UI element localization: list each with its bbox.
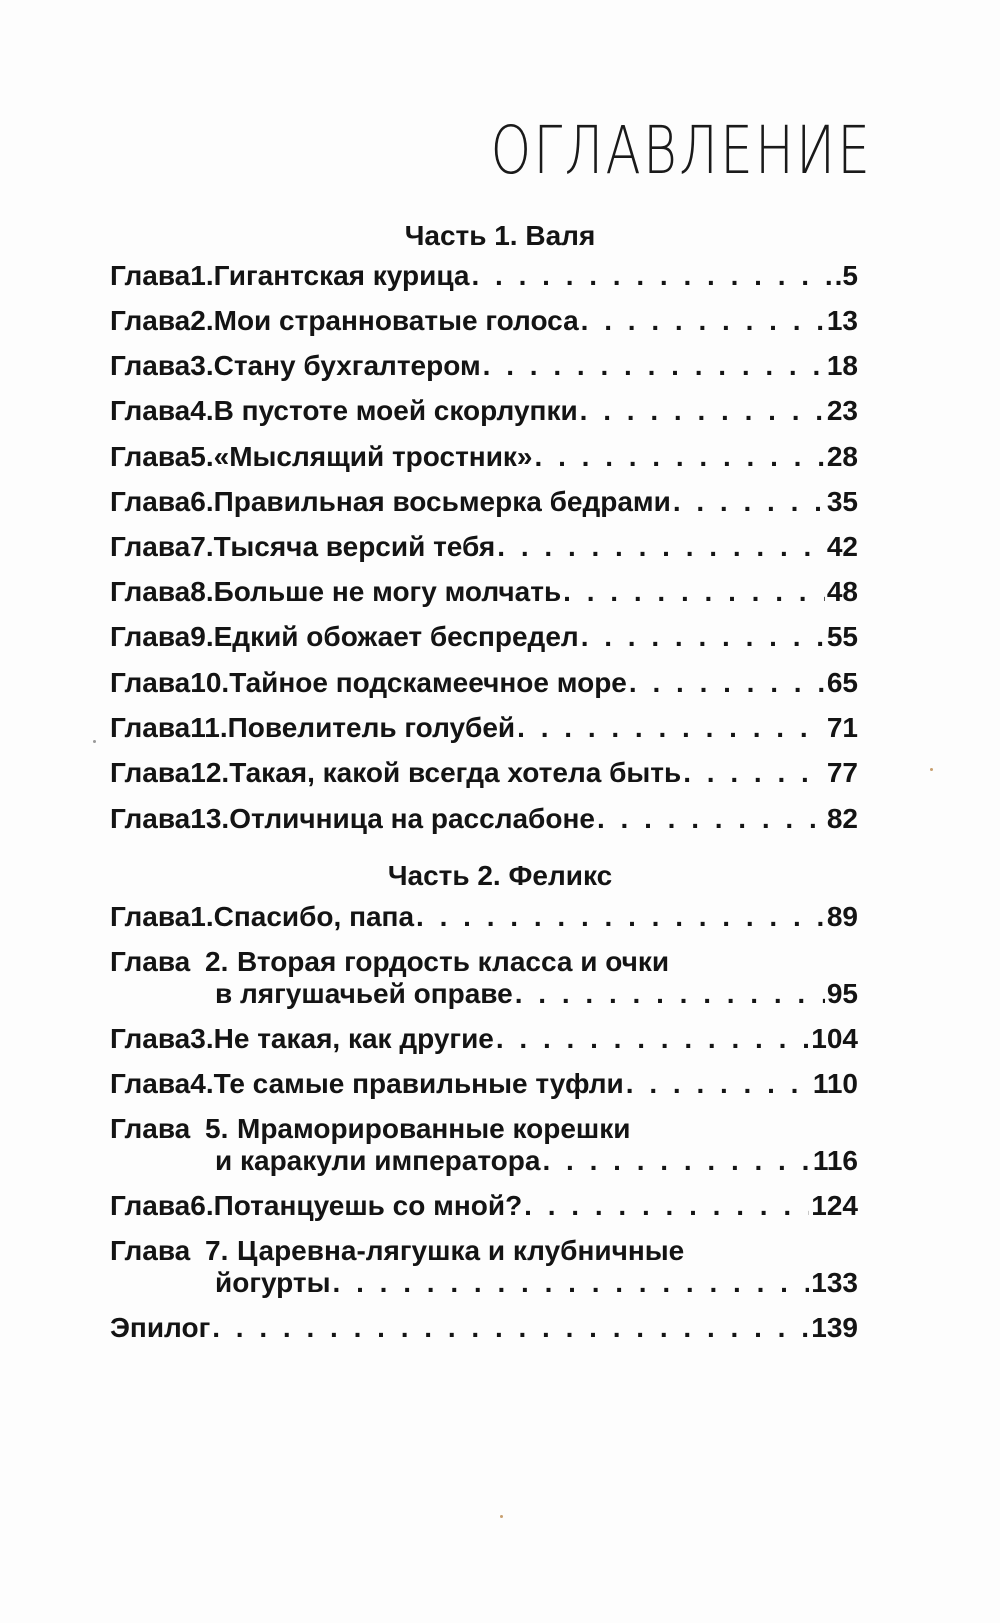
chapter-number: 5.	[190, 441, 214, 472]
part-heading: Часть 2. Феликс	[387, 860, 613, 891]
page-number: 48	[826, 576, 858, 607]
toc-entry	[110, 1235, 858, 1299]
dot-leader	[524, 1190, 809, 1222]
chapter-title: Больше не могу молчать	[213, 576, 562, 607]
chapter-number: 2.	[190, 305, 214, 336]
dot-leader	[535, 441, 825, 473]
chapter-label: Глава	[110, 667, 191, 698]
dot-leader	[471, 260, 832, 292]
chapter-label: Глава	[110, 712, 191, 743]
dot-leader	[416, 901, 825, 933]
dot-leader	[683, 757, 825, 789]
chapter-label: Глава	[110, 901, 191, 932]
chapter-number: 13.	[190, 803, 230, 834]
page-number: 71	[826, 712, 858, 743]
toc-entry	[110, 621, 858, 653]
toc-entry-line	[110, 1113, 858, 1145]
toc-entry	[110, 946, 858, 1010]
chapter-label: Глава	[110, 260, 191, 291]
chapter-title: Повелитель голубей	[227, 712, 516, 743]
chapter-number: 6.	[190, 486, 214, 517]
toc-entry-line	[110, 576, 858, 608]
page-number: 116	[812, 1145, 858, 1176]
toc-entry	[110, 260, 858, 292]
toc-entry	[110, 1190, 858, 1222]
page-number: 133	[811, 1267, 858, 1298]
page-number: 82	[826, 803, 858, 834]
dot-leader	[483, 350, 825, 382]
page-number: 28	[826, 441, 858, 472]
chapter-label: Глава	[110, 621, 191, 652]
toc-entry-line	[110, 350, 858, 382]
page-number: 55	[826, 621, 858, 652]
toc-entry	[110, 350, 858, 382]
part-heading: Часть 1. Валя	[404, 220, 596, 251]
chapter-label: Глава	[110, 1068, 191, 1099]
chapter-title: «Мыслящий тростник»	[213, 441, 533, 472]
dot-leader	[542, 1145, 810, 1177]
chapter-title: Мои странноватые голоса	[213, 305, 579, 336]
chapter-label: Глава	[110, 1235, 191, 1266]
toc-entry	[110, 667, 858, 699]
chapter-number: 3.	[190, 1023, 214, 1054]
page-number: .5	[834, 260, 858, 291]
toc-entry-line	[110, 486, 858, 518]
toc-entry	[110, 712, 858, 744]
toc-entry-line	[110, 305, 858, 337]
chapter-title: Потанцуешь со мной?	[213, 1190, 523, 1221]
toc-entry	[110, 901, 858, 933]
page-number: 95	[826, 978, 858, 1009]
toc-entry-line	[110, 1267, 858, 1299]
chapter-title: Тайное подскамеечное море	[229, 667, 627, 698]
chapter-number: 4.	[190, 1068, 214, 1099]
chapter-title: Отличница на расслабоне	[229, 803, 595, 834]
toc-entry	[110, 1312, 858, 1344]
dot-leader	[580, 395, 825, 427]
toc-entry	[110, 757, 858, 789]
page-number: 65	[826, 667, 858, 698]
dot-leader	[581, 305, 825, 337]
toc-entry	[110, 576, 858, 608]
chapter-title: Эпилог	[110, 1312, 211, 1343]
page-number: 35	[826, 486, 858, 517]
chapter-number: 1.	[190, 260, 214, 291]
chapter-title: Не такая, как другие	[213, 1023, 494, 1054]
chapter-number: 3.	[190, 350, 214, 381]
toc-entry	[110, 1113, 858, 1177]
chapter-title: Едкий обожает беспредел	[213, 621, 579, 652]
page-number: 104	[811, 1023, 858, 1054]
chapter-number: 9.	[190, 621, 214, 652]
print-speck	[930, 768, 933, 771]
toc-entry-line	[110, 667, 858, 699]
dot-leader	[497, 531, 825, 563]
chapter-number: 10.	[190, 667, 230, 698]
chapter-title: Стану бухгалтером	[213, 350, 481, 381]
toc-entry-line	[110, 621, 858, 653]
chapter-title: Вторая гордость класса и очки	[237, 946, 670, 977]
page-number: 124	[811, 1190, 858, 1221]
chapter-title: йогурты	[215, 1267, 331, 1298]
chapter-title: Спасибо, папа	[213, 901, 415, 932]
page-number: 18	[826, 350, 858, 381]
page-number: 110	[812, 1068, 858, 1099]
toc-entry-line	[110, 1190, 858, 1222]
toc-entry-line	[110, 978, 858, 1010]
chapter-title: Мраморированные корешки	[237, 1113, 631, 1144]
page-number: 42	[826, 531, 858, 562]
chapter-label: Глава	[110, 576, 191, 607]
chapter-number: 8.	[190, 576, 214, 607]
print-speck	[93, 740, 96, 743]
chapter-title: Такая, какой всегда хотела быть	[229, 757, 682, 788]
chapter-label: Глава	[110, 350, 191, 381]
chapter-label: Глава	[110, 757, 191, 788]
chapter-label: Глава	[110, 395, 191, 426]
toc-entry-line	[110, 803, 858, 835]
toc-entry-line	[110, 901, 858, 933]
chapter-title: Царевна-лягушка и клубничные	[237, 1235, 685, 1266]
chapter-number: 7.	[190, 531, 214, 562]
chapter-number: 5.	[205, 1113, 229, 1144]
dot-leader	[673, 486, 825, 518]
dot-leader	[626, 1068, 811, 1100]
dot-leader	[496, 1023, 809, 1055]
page-title: ОГЛАВЛЕНИЕ	[490, 112, 872, 189]
chapter-title: Правильная восьмерка бедрами	[213, 486, 671, 517]
toc-entry-line	[110, 1312, 858, 1344]
dot-leader	[581, 621, 825, 653]
chapter-number: 2.	[205, 946, 229, 977]
chapter-number: 4.	[190, 395, 214, 426]
dot-leader	[212, 1312, 809, 1344]
dot-leader	[629, 667, 825, 699]
toc-entry	[110, 1023, 858, 1055]
dot-leader	[597, 803, 825, 835]
chapter-title: Гигантская курица	[213, 260, 470, 291]
page-number: 13	[826, 305, 858, 336]
chapter-label: Глава	[110, 531, 191, 562]
toc-entry-line	[110, 1023, 858, 1055]
chapter-number: 1.	[190, 901, 214, 932]
chapter-title: Те самые правильные туфли	[213, 1068, 624, 1099]
dot-leader	[515, 978, 825, 1010]
toc-entry-line	[110, 1068, 858, 1100]
toc-entry-line	[110, 757, 858, 789]
toc-entry	[110, 803, 858, 835]
toc-entry	[110, 441, 858, 473]
chapter-title: Тысяча версий тебя	[213, 531, 496, 562]
toc-entry	[110, 305, 858, 337]
toc-entry-line	[110, 1235, 858, 1267]
chapter-title: и каракули императора	[215, 1145, 541, 1176]
dot-leader	[517, 712, 825, 744]
toc-entry	[110, 1068, 858, 1100]
chapter-label: Глава	[110, 803, 191, 834]
chapter-number: 11.	[190, 712, 228, 743]
chapter-number: 12.	[190, 757, 230, 788]
toc-entry	[110, 531, 858, 563]
chapter-number: 7.	[205, 1235, 229, 1266]
toc-entry-line	[110, 531, 858, 563]
print-speck	[500, 1515, 503, 1518]
dot-leader	[563, 576, 825, 608]
page-number: 77	[826, 757, 858, 788]
toc-entry-line	[110, 260, 858, 292]
chapter-label: Глава	[110, 1113, 191, 1144]
chapter-title: В пустоте моей скорлупки	[213, 395, 578, 426]
chapter-label: Глава	[110, 946, 191, 977]
toc-entry-line	[110, 946, 858, 978]
chapter-number: 6.	[190, 1190, 214, 1221]
page-number: 89	[826, 901, 858, 932]
chapter-label: Глава	[110, 1190, 191, 1221]
chapter-label: Глава	[110, 441, 191, 472]
toc-entry-line	[110, 441, 858, 473]
toc-entry-line	[110, 1145, 858, 1177]
chapter-label: Глава	[110, 486, 191, 517]
page-number: 23	[826, 395, 858, 426]
toc-entry	[110, 486, 858, 518]
chapter-label: Глава	[110, 305, 191, 336]
toc-entry	[110, 395, 858, 427]
chapter-title: в лягушачьей оправе	[215, 978, 513, 1009]
dot-leader	[333, 1267, 810, 1299]
chapter-label: Глава	[110, 1023, 191, 1054]
toc-entry-line	[110, 712, 858, 744]
toc-entry-line	[110, 395, 858, 427]
page-number: 139	[811, 1312, 858, 1343]
